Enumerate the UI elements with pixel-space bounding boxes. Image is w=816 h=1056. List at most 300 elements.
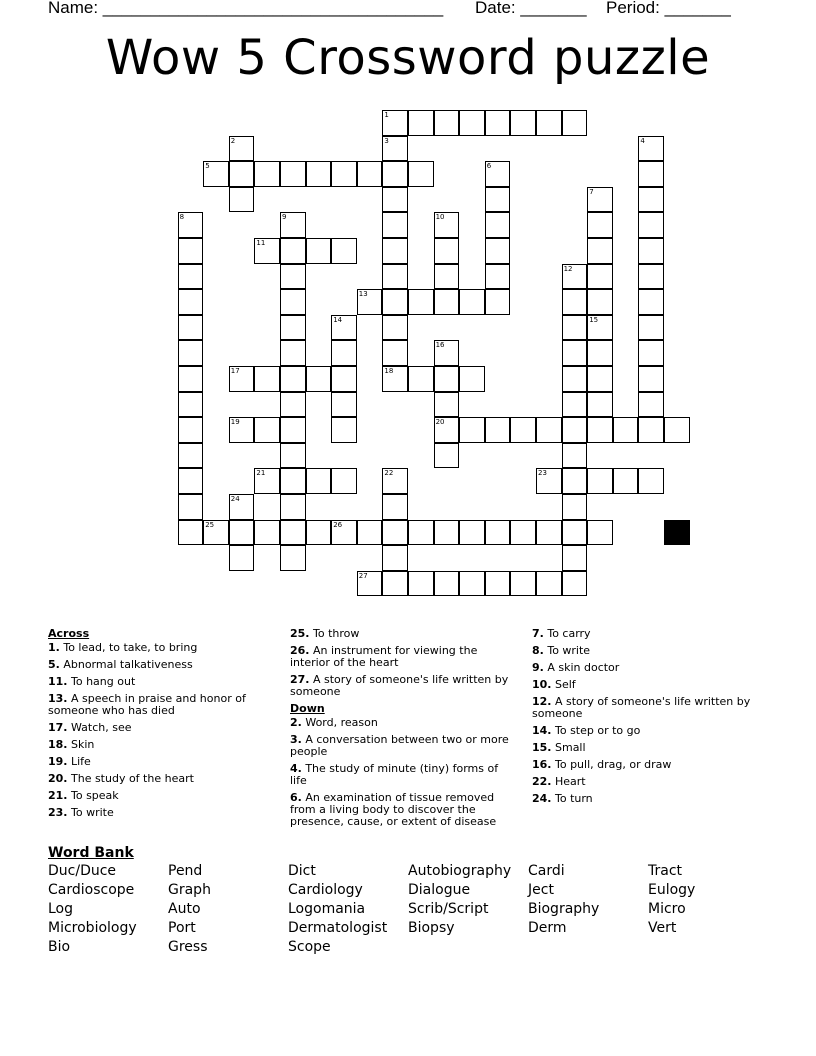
grid-cell[interactable] xyxy=(485,238,511,264)
clue-across xyxy=(48,659,270,671)
clue-number: 27. xyxy=(290,673,310,686)
clue-across xyxy=(48,773,270,785)
grid-cell[interactable] xyxy=(434,110,460,136)
grid-cell[interactable] xyxy=(280,315,306,341)
grid-cell[interactable] xyxy=(408,520,434,546)
clue-text: The study of minute (tiny) forms of life xyxy=(290,762,499,787)
clue-text: An examination of tissue removed from a living body to discover the presence, cause, or extent of disease xyxy=(290,791,497,828)
grid-cell[interactable] xyxy=(382,494,408,520)
clue-down xyxy=(532,776,754,788)
grid-cell[interactable] xyxy=(229,366,255,392)
clue-text: To write xyxy=(67,806,114,819)
grid-cell[interactable] xyxy=(229,545,255,571)
page-title: Wow 5 Crossword puzzle xyxy=(105,30,711,86)
clue-number: 4. xyxy=(290,762,302,775)
clues-column-1 xyxy=(48,628,270,824)
clue-number: 12 xyxy=(563,264,573,273)
clue-number: 20 xyxy=(435,418,445,427)
clue-number: 9 xyxy=(282,213,287,222)
clue-number: 6 xyxy=(486,162,492,171)
grid-cell[interactable] xyxy=(562,545,588,571)
clue-text: To step or to go xyxy=(551,724,641,737)
grid-cell[interactable] xyxy=(587,187,613,213)
grid-cell[interactable] xyxy=(382,520,408,546)
clue-number: 17 xyxy=(230,367,240,375)
clue-text: Word, reason xyxy=(301,716,378,729)
grid-cell[interactable] xyxy=(254,520,280,546)
grid-cell[interactable] xyxy=(587,468,613,494)
grid-cell[interactable] xyxy=(306,520,332,546)
grid-cell[interactable] xyxy=(638,315,664,341)
grid-cell[interactable] xyxy=(331,392,357,418)
period-field-label: Period: _______ xyxy=(606,0,731,17)
clue-number: 9. xyxy=(532,661,544,674)
clue-number: 2 xyxy=(230,136,236,145)
grid-cell[interactable] xyxy=(510,571,536,597)
grid-cell[interactable] xyxy=(638,212,664,238)
clues-column-3 xyxy=(532,628,754,810)
grid-cell[interactable] xyxy=(459,110,485,136)
word-bank-item: Ject xyxy=(528,882,554,898)
clue-number: 5. xyxy=(48,658,60,671)
grid-cell[interactable] xyxy=(562,571,588,597)
grid-cell[interactable] xyxy=(280,289,306,315)
word-bank-item: Dict xyxy=(288,863,316,879)
grid-cell[interactable] xyxy=(638,468,664,494)
clue-number: 15. xyxy=(532,741,552,754)
clue-number: 22. xyxy=(532,775,552,788)
grid-cell[interactable] xyxy=(562,392,588,418)
grid-cell[interactable] xyxy=(229,520,255,546)
grid-cell[interactable] xyxy=(178,212,204,238)
clue-down xyxy=(532,793,754,805)
grid-cell[interactable] xyxy=(485,289,511,315)
word-bank-title: Word Bank xyxy=(48,845,134,861)
grid-cell[interactable] xyxy=(280,340,306,366)
word-bank-item: Micro xyxy=(648,901,686,917)
grid-cell[interactable] xyxy=(613,417,639,443)
word-bank-item: Bio xyxy=(48,939,71,955)
clue-across xyxy=(48,676,270,688)
word-bank-item: Dermatologist xyxy=(288,920,388,936)
grid-cell[interactable] xyxy=(280,468,306,494)
grid-cell[interactable] xyxy=(587,340,613,366)
clue-number: 20. xyxy=(48,772,68,785)
grid-cell[interactable] xyxy=(178,494,204,520)
grid-cell[interactable] xyxy=(280,238,306,264)
clue-number: 13. xyxy=(48,692,68,705)
grid-cell[interactable] xyxy=(178,520,204,546)
word-bank-item: Gress xyxy=(168,939,208,955)
grid-cell[interactable] xyxy=(382,315,408,341)
clue-number: 22 xyxy=(384,469,394,478)
clue-number: 23. xyxy=(48,806,68,819)
clue-number: 19 xyxy=(230,418,240,427)
grid-cell[interactable] xyxy=(459,289,485,315)
grid-cell[interactable] xyxy=(306,366,332,392)
grid-cell[interactable] xyxy=(638,161,664,187)
grid-cell[interactable] xyxy=(382,340,408,366)
grid-cell[interactable] xyxy=(178,468,204,494)
grid-cell[interactable] xyxy=(587,392,613,418)
grid-cell[interactable] xyxy=(382,136,408,162)
grid-cell[interactable] xyxy=(408,161,434,187)
grid-cell[interactable] xyxy=(485,110,511,136)
grid-cell[interactable] xyxy=(562,468,588,494)
clue-down xyxy=(532,742,754,754)
grid-cell[interactable] xyxy=(357,161,383,187)
grid-cell[interactable] xyxy=(587,212,613,238)
grid-cell[interactable] xyxy=(331,340,357,366)
grid-cell[interactable] xyxy=(254,468,280,494)
grid-cell[interactable] xyxy=(280,494,306,520)
clue-number: 5 xyxy=(205,162,210,171)
grid-cell[interactable] xyxy=(536,520,562,546)
grid-cell[interactable] xyxy=(434,212,460,238)
clue-text: A story of someone's life written by someone xyxy=(290,673,509,698)
word-bank-item: Port xyxy=(168,920,196,936)
grid-cell[interactable] xyxy=(306,468,332,494)
clue-across xyxy=(290,628,512,640)
clues-column-2 xyxy=(290,628,512,833)
grid-cell[interactable] xyxy=(510,110,536,136)
grid-cell[interactable] xyxy=(536,417,562,443)
word-bank-item: Autobiography xyxy=(408,863,512,879)
grid-cell[interactable] xyxy=(382,212,408,238)
grid-cell[interactable] xyxy=(357,520,383,546)
clue-number: 26. xyxy=(290,644,310,657)
grid-cell[interactable] xyxy=(587,520,613,546)
clue-number: 14. xyxy=(532,724,552,737)
grid-cell[interactable] xyxy=(459,366,485,392)
grid-cell[interactable] xyxy=(382,366,408,392)
clue-text: A speech in praise and honor of someone who has died xyxy=(48,692,246,717)
grid-cell[interactable] xyxy=(254,366,280,392)
grid-cell[interactable] xyxy=(638,392,664,418)
clue-across xyxy=(48,739,270,751)
clue-number: 1. xyxy=(48,641,60,654)
clue-number: 26 xyxy=(333,520,343,529)
clue-down xyxy=(532,725,754,737)
word-bank-item: Scope xyxy=(288,939,331,955)
grid-cell[interactable] xyxy=(408,289,434,315)
grid-cell[interactable] xyxy=(254,238,280,264)
clue-number: 7. xyxy=(532,627,544,640)
grid-cell[interactable] xyxy=(459,417,485,443)
word-bank-item: Cardiology xyxy=(288,882,363,898)
clue-number: 1 xyxy=(384,111,389,119)
across-heading: Across xyxy=(48,627,90,640)
word-bank-item: Graph xyxy=(168,882,211,898)
clue-text: To carry xyxy=(543,627,591,640)
clue-text: An instrument for viewing the interior of the heart xyxy=(290,644,478,669)
clue-down xyxy=(532,628,754,640)
grid-cell[interactable] xyxy=(434,340,460,366)
grid-cell[interactable] xyxy=(459,520,485,546)
grid-cell[interactable] xyxy=(587,366,613,392)
clue-text: Watch, see xyxy=(67,721,132,734)
grid-cell[interactable] xyxy=(382,545,408,571)
clue-text: A story of someone's life written by someone xyxy=(532,695,751,720)
word-bank-item: Vert xyxy=(648,920,677,936)
grid-cell[interactable] xyxy=(408,366,434,392)
clue-number: 3 xyxy=(384,136,389,145)
clue-number: 23 xyxy=(538,469,547,478)
grid-cell[interactable] xyxy=(638,289,664,315)
clue-number: 27 xyxy=(358,571,368,580)
grid-cell[interactable] xyxy=(331,238,357,264)
grid-cell[interactable] xyxy=(587,417,613,443)
clue-across xyxy=(48,807,270,819)
clue-number: 10 xyxy=(435,213,445,222)
clue-number: 13 xyxy=(358,290,368,299)
word-bank-item: Cardi xyxy=(528,863,565,879)
grid-cell[interactable] xyxy=(562,110,588,136)
clue-text: Self xyxy=(551,678,576,691)
grid-cell[interactable] xyxy=(178,238,204,264)
clue-across xyxy=(48,722,270,734)
grid-cell[interactable] xyxy=(562,340,588,366)
grid-cell[interactable] xyxy=(459,571,485,597)
grid-cell[interactable] xyxy=(382,289,408,315)
grid-cell[interactable] xyxy=(638,366,664,392)
grid-cell[interactable] xyxy=(306,161,332,187)
clue-across xyxy=(48,693,270,717)
grid-cell[interactable] xyxy=(229,494,255,520)
clue-across xyxy=(48,790,270,802)
grid-cell[interactable] xyxy=(331,468,357,494)
word-bank-item: Scrib/Script xyxy=(408,901,489,917)
grid-cell[interactable] xyxy=(178,264,204,290)
grid-cell[interactable] xyxy=(638,187,664,213)
grid-cell[interactable] xyxy=(280,545,306,571)
clue-number: 18 xyxy=(384,367,394,375)
clue-number: 19. xyxy=(48,755,68,768)
clue-number: 12. xyxy=(532,695,552,708)
grid-cell[interactable] xyxy=(434,417,460,443)
grid-cell[interactable] xyxy=(638,238,664,264)
grid-cell[interactable] xyxy=(562,520,588,546)
grid-cell[interactable] xyxy=(178,417,204,443)
clue-number: 16 xyxy=(435,341,445,350)
grid-cell[interactable] xyxy=(485,161,511,187)
grid-cell[interactable] xyxy=(485,212,511,238)
grid-cell[interactable] xyxy=(203,520,229,546)
grid-cell[interactable] xyxy=(485,417,511,443)
grid-cell[interactable] xyxy=(434,366,460,392)
clue-number: 25 xyxy=(205,520,215,529)
grid-cell[interactable] xyxy=(536,571,562,597)
clue-text: The study of the heart xyxy=(67,772,194,785)
clue-down xyxy=(290,763,512,787)
grid-cell[interactable] xyxy=(562,366,588,392)
grid-cell[interactable] xyxy=(331,417,357,443)
clue-text: To turn xyxy=(551,792,593,805)
word-bank-item: Tract xyxy=(648,863,683,879)
clue-number: 7 xyxy=(589,187,594,196)
clue-text: A skin doctor xyxy=(543,661,620,674)
grid-cell[interactable] xyxy=(254,161,280,187)
clue-number: 6. xyxy=(290,791,302,804)
name-field-label: Name: ____________________________________ xyxy=(48,0,444,17)
grid-cell[interactable] xyxy=(587,264,613,290)
grid-cell[interactable] xyxy=(382,571,408,597)
grid-cell[interactable] xyxy=(357,289,383,315)
grid-cell[interactable] xyxy=(562,315,588,341)
clue-down xyxy=(290,792,512,828)
word-bank-item: Dialogue xyxy=(408,882,471,898)
grid-cell[interactable] xyxy=(254,417,280,443)
grid-cell[interactable] xyxy=(408,110,434,136)
grid-cell[interactable] xyxy=(280,417,306,443)
clue-down xyxy=(532,696,754,720)
grid-cell[interactable] xyxy=(434,520,460,546)
grid-cell[interactable] xyxy=(434,392,460,418)
grid-cell[interactable] xyxy=(382,187,408,213)
grid-cell[interactable] xyxy=(382,238,408,264)
clue-number: 21 xyxy=(256,469,266,478)
down-heading: Down xyxy=(290,702,325,715)
grid-cell[interactable] xyxy=(587,238,613,264)
grid-cell[interactable] xyxy=(434,443,460,469)
grid-cell[interactable] xyxy=(408,571,434,597)
word-bank-item: Duc/Duce xyxy=(48,863,117,879)
grid-cell[interactable] xyxy=(510,417,536,443)
clue-number: 8 xyxy=(179,213,185,222)
clue-text: To lead, to take, to bring xyxy=(59,641,198,654)
grid-cell[interactable] xyxy=(382,110,408,136)
grid-cell[interactable] xyxy=(280,264,306,290)
grid-cell[interactable] xyxy=(331,366,357,392)
clue-number: 8. xyxy=(532,644,544,657)
grid-cell[interactable] xyxy=(562,289,588,315)
grid-cell[interactable] xyxy=(485,571,511,597)
grid-cell[interactable] xyxy=(638,417,664,443)
grid-cell[interactable] xyxy=(331,161,357,187)
grid-cell[interactable] xyxy=(562,417,588,443)
grid-cell[interactable] xyxy=(587,315,613,341)
date-field-label: Date: _______ xyxy=(475,0,587,17)
grid-cell[interactable] xyxy=(229,161,255,187)
clue-text: To speak xyxy=(67,789,119,802)
grid-cell[interactable] xyxy=(485,520,511,546)
grid-cell[interactable] xyxy=(280,392,306,418)
clue-text: Skin xyxy=(67,738,95,751)
grid-cell[interactable] xyxy=(178,392,204,418)
grid-cell[interactable] xyxy=(434,264,460,290)
grid-cell[interactable] xyxy=(229,136,255,162)
grid-cell[interactable] xyxy=(664,417,690,443)
grid-cell[interactable] xyxy=(306,238,332,264)
grid-cell[interactable] xyxy=(203,161,229,187)
clue-number: 24 xyxy=(230,495,240,503)
clue-number: 11 xyxy=(256,239,266,247)
grid-cell[interactable] xyxy=(229,187,255,213)
clue-number: 25. xyxy=(290,627,310,640)
clue-text: To write xyxy=(543,644,591,657)
grid-cell[interactable] xyxy=(562,443,588,469)
grid-cell[interactable] xyxy=(178,315,204,341)
clue-text: Life xyxy=(67,755,91,768)
word-bank-item: Derm xyxy=(528,920,567,936)
grid-cell[interactable] xyxy=(280,443,306,469)
clue-text: Heart xyxy=(551,775,586,788)
word-bank-item: Cardioscope xyxy=(48,882,135,898)
grid-cell[interactable] xyxy=(331,520,357,546)
grid-cell[interactable] xyxy=(280,366,306,392)
clue-down xyxy=(532,759,754,771)
grid-cell[interactable] xyxy=(331,315,357,341)
clue-down xyxy=(290,717,512,729)
grid-cell[interactable] xyxy=(357,571,383,597)
grid-cell[interactable] xyxy=(178,366,204,392)
clue-number: 4 xyxy=(640,136,645,145)
grid-cell[interactable] xyxy=(485,187,511,213)
grid-cell[interactable] xyxy=(562,494,588,520)
clue-number: 11. xyxy=(48,675,68,688)
clue-number: 15 xyxy=(589,315,599,324)
clue-number: 16. xyxy=(532,758,552,771)
grid-cell[interactable] xyxy=(562,264,588,290)
grid-cell[interactable] xyxy=(382,468,408,494)
clue-number: 17. xyxy=(48,721,68,734)
clue-number: 21. xyxy=(48,789,68,802)
grid-block xyxy=(664,520,690,546)
grid-cell[interactable] xyxy=(510,520,536,546)
word-bank-item: Biopsy xyxy=(408,920,455,936)
clue-down xyxy=(532,662,754,674)
grid-cell[interactable] xyxy=(587,289,613,315)
grid-cell[interactable] xyxy=(229,417,255,443)
clue-number: 3. xyxy=(290,733,302,746)
clue-text: To pull, drag, or draw xyxy=(551,758,672,771)
clue-text: Small xyxy=(551,741,586,754)
clue-text: To hang out xyxy=(67,675,136,688)
word-bank-item: Auto xyxy=(168,901,201,917)
grid-cell[interactable] xyxy=(280,161,306,187)
clue-text: A conversation between two or more people xyxy=(290,733,509,758)
word-bank-item: Eulogy xyxy=(648,882,696,898)
grid-cell[interactable] xyxy=(638,340,664,366)
grid-cell[interactable] xyxy=(485,264,511,290)
grid-cell[interactable] xyxy=(280,212,306,238)
clue-across xyxy=(290,645,512,669)
grid-cell[interactable] xyxy=(280,520,306,546)
grid-cell[interactable] xyxy=(178,289,204,315)
grid-cell[interactable] xyxy=(434,289,460,315)
grid-cell[interactable] xyxy=(382,264,408,290)
grid-cell[interactable] xyxy=(382,161,408,187)
word-bank-item: Logomania xyxy=(288,901,366,917)
grid-cell[interactable] xyxy=(638,264,664,290)
clue-number: 14 xyxy=(333,315,343,324)
clue-down xyxy=(532,679,754,691)
grid-cell[interactable] xyxy=(638,136,664,162)
clue-number: 18. xyxy=(48,738,68,751)
grid-cell[interactable] xyxy=(178,443,204,469)
clue-text: Abnormal talkativeness xyxy=(59,658,193,671)
grid-cell[interactable] xyxy=(536,468,562,494)
grid-cell[interactable] xyxy=(434,238,460,264)
clue-down xyxy=(290,734,512,758)
grid-cell[interactable] xyxy=(178,340,204,366)
grid-cell[interactable] xyxy=(434,571,460,597)
grid-cell[interactable] xyxy=(613,468,639,494)
clue-across xyxy=(290,674,512,698)
clue-across xyxy=(48,756,270,768)
grid-cell[interactable] xyxy=(536,110,562,136)
clue-across xyxy=(48,642,270,654)
